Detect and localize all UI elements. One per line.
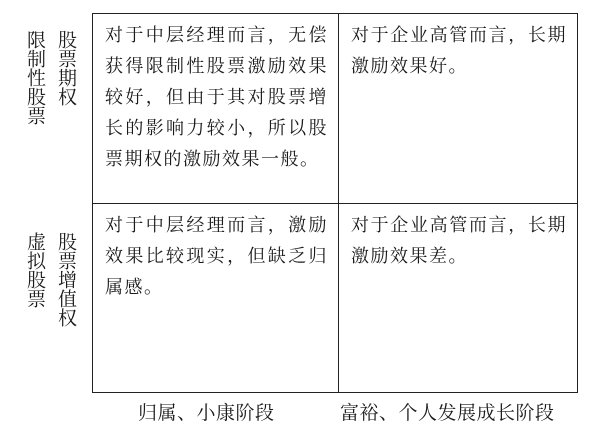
- row-label-stock-options: 股票期权: [55, 30, 77, 106]
- cell-top-left: 对于中层经理而言，无偿获得限制性股票激励效果较好，但由于其对股票增长的影响力较小，所以股票期权的激励效果一般。: [93, 14, 339, 204]
- row-label-phantom-stock: 虚拟股票: [24, 232, 46, 308]
- column-label-development-stage: 富裕、个人发展成长阶段: [340, 402, 555, 424]
- cell-bottom-right: 对于企业高管而言，长期激励效果差。: [351, 215, 567, 267]
- row-label-restricted-stock: 限制性股票: [24, 30, 46, 125]
- incentive-matrix: [92, 13, 578, 393]
- cell-top-right: 对于企业高管而言，长期激励效果好。: [339, 14, 577, 204]
- column-label-attribution-stage: 归属、小康阶段: [138, 402, 275, 424]
- cell-bottom-left: 对于中层经理而言，激励效果比较现实，但缺乏归属感。: [93, 204, 339, 392]
- row-label-stock-appreciation-rights: 股票增值权: [55, 232, 77, 327]
